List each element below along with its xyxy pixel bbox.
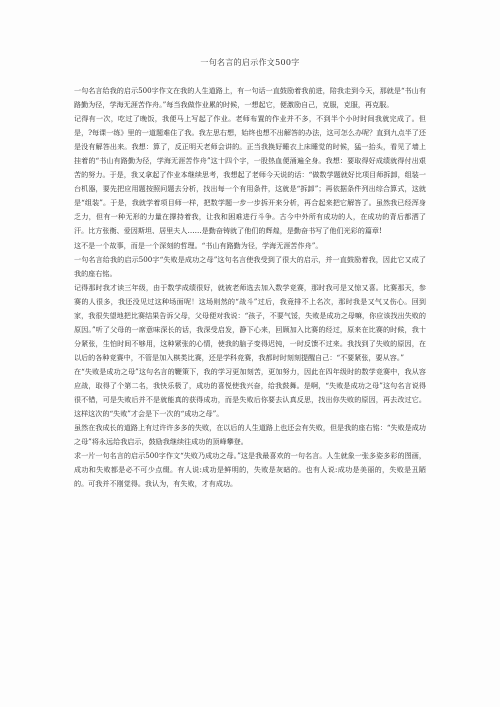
paragraph: 在“失败是成功之母”这句名言的鞭策下，我的学习更加刻苦，更加努力，因此在四年级时的数学竞赛中，我从容应战，取得了个第二名，我快乐极了，成功的喜悦使我兴奋，给我鼓舞。是啊，“失败是成功之母”这句名言说得很不错，可是失败后并不是就能真的获得成功，而是失败后你要去认真反思，找出你失败的原因，再去改过它。这样这次的“失败”才会是下一次的“成功之母”。	[74, 366, 426, 419]
paragraph: 虽然在我成长的道路上有过许许多多的失败，在以后的人生道路上也还会有失败，但是我的座右铭：“失败是成功之母”将永远给我启示，鼓励我继续往成功的顶峰攀登。	[74, 423, 426, 447]
paragraph: 这不是一个故事，而是一个深刻的哲理。“书山有路勤为径，学海无涯苦作舟”。	[74, 240, 323, 250]
paragraph: 记得那时我才读三年级，由于数学成绩很好，就被老师选去加入数学竞赛，那时我可是又惊又喜。比赛那天，参赛的人很多，我还没见过这种场面呢！这场则然的“战斗”过后，我竟排不上名次，那时我是又气又伤心。回到家，我很失望地把比赛结果告诉父母，父母便对我说：“孩子，不要气馁，失败是成功之母嘛，你应该找出失败的原因。”听了父母的一席意味深长的话，我深受启发，静下心来，回顾加入比赛的经过，原来在比赛的时候，我十分紧张，生怕时间不够用，这种紧张的心情，使我的脑子变得迟钝，一时反馈不过来。我找到了失败的原因，在以后的各种竞赛中，不管是加入棋类比赛，还是学科竞赛，我都时时刻刻提醒自己：“不要紧张，要从容。”	[74, 282, 426, 362]
paragraph: 求一片一句名言的启示500字作文“失败乃成功之母。”这是我最喜欢的一句名言。人生就象一张多姿多彩的图画，成功和失败都是必不可少点缀。有人说:成功是鲜明的，失败是灰暗的。也有人说:成功是美丽的，失败是丑陋的。可我并不刚觉得。我认为，有失败，才有成功。	[74, 451, 426, 489]
document-body	[74, 84, 426, 491]
paragraph: 记得有一次，吃过了晚饭，我便马上写起了作业。老师布置的作业并不多，不到半个小时时间我就完成了。但是，?每课一练》里的一道题难住了我。我左思右想，始终也想不出解答的办法，这可怎么办呢？直到九点半了还是没有解答出来。我想：算了，反正明天老师会讲的。正当我换好睡衣上床睡觉的时候，猛一抬头，看见了墙上挂着的“书山有路勤为径，学海无涯苦作舟”这十四个字，一股热血便涌遍全身。我想：要取得好成绩就得付出艰苦的努力。于是，我又拿起了作业本继续思考，我想起了老师今天说的话：“做数学题就好比项目师拆卸，组装一台机器，要先把应用题按照问题去分析，找出每一个有用条件，这就是“拆卸”；再依据条件列出综合算式，这就是“组装”。于是，我就学着项目师一样，把数学题一步一步拆开来分析，再合起来把它解答了。虽然我已经浑身乏力，但有一种无形的力量在撑持着我，让我和困难进行斗争。古今中外所有成功的人，在成功的背后都洒了汗。比方张衡、爱因斯坦、居里夫人……是勤奋铸就了他们的辉煌，是勤奋书写了他们光彩的篇章!	[74, 114, 426, 236]
document-title: 一句名言的启示作文500字	[200, 58, 300, 67]
paragraph: 一句名言给我的启示500字作文在我的人生道路上，有一句话一直鼓励着我前进，陪我走到今天，那就是“书山有路勤为径，学海无涯苦作舟。”每当我做作业累的时候，一想起它，便激励自己，克服，克服，再克服。	[74, 86, 426, 110]
paragraph: 一句名言给我的启示500字“失败是成功之母”这句名言使我受到了很大的启示，并一直鼓励着我，因此它又成了我的座右铭。	[74, 254, 426, 278]
